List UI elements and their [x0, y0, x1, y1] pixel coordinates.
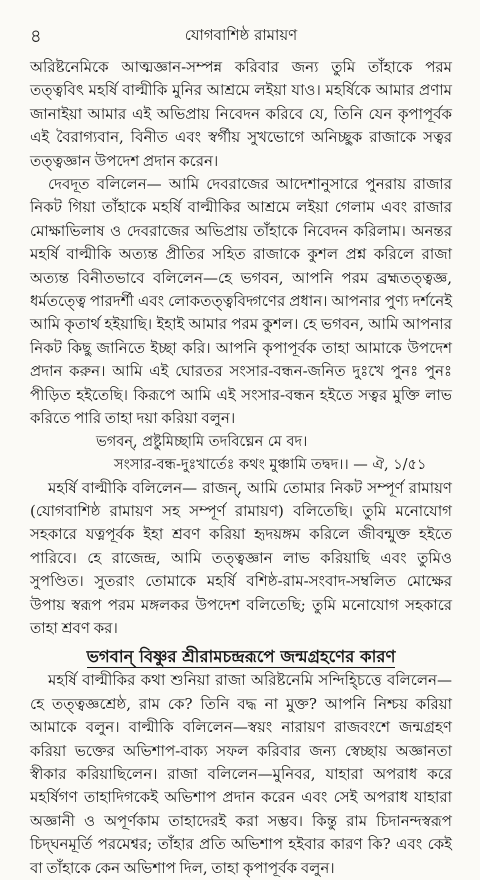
section-heading-text: ভগবান্ বিষ্ণুর শ্রীরামচন্দ্ররূপে জন্মগ্রহণের কারণ: [86, 647, 396, 667]
running-title: যোগবাশিষ্ঠ রামায়ণ: [184, 26, 298, 44]
page-header: [30, 22, 452, 50]
sanskrit-verse: [30, 431, 452, 477]
paragraph-1: অরিষ্টনেমিকে আত্মজ্ঞান-সম্পন্ন করিবার জন্য তুমি তাঁহাকে পরম তত্ত্ববিৎ মহর্ষি বাল্মীকি মুনির আশ্রমে লইয়া যাও। মহর্ষিকে আমার প্রণাম জানাইয়া আমার এই অভিপ্রায় নিবেদন করিবে যে, তিনি যেন কৃপাপূর্বক এই বৈরাগ্যবান, বিনীত এবং স্বর্গীয় সুখভোগে অনিচ্ছুক রাজাকে সত্বর তত্ত্বজ্ঞান উপদেশ প্রদান করেন।: [30, 58, 452, 170]
page-number: ৪: [30, 26, 42, 47]
section-heading: [30, 644, 452, 669]
paragraph-2: দেবদূত বলিলেন— আমি দেবরাজের আদেশানুসারে পুনরায় রাজার নিকট গিয়া তাঁহাকে মহর্ষি বাল্মীকির আশ্রমে লইয়া গেলাম এবং রাজার মোক্ষাভিলাষ ও দেবরাজের অভিপ্রায় তাঁহাকে নিবেদন করিলাম। অনন্তর মহর্ষি বাল্মীকি অত্যন্ত প্রীতির সহিত রাজাকে কুশল প্রশ্ন করিলে রাজা অত্যন্ত বিনীতভাবে বলিলেন—হে ভগবন, আপনি পরম ব্রহ্মতত্ত্বজ্ঞ, ধর্মতত্ত্বে পারদর্শী এবং লোকতত্ত্ববিদ্গণের প্রধান। আপনার পুণ্য দর্শনেই আমি কৃতার্থ হইয়াছি। ইহাই আমার পরম কুশল। হে ভগবন, আমি আপনার নিকট কিছু জানিতে ইচ্ছা করি। আপনি কৃপাপূর্বক তাহা আমাকে উপদেশ প্রদান করুন। আমি এই ঘোরতর সংসার-বন্ধন-জনিত দুঃখে পুনঃ পুনঃ পীড়িত হইতেছি। কিরূপে আমি এই সংসার-বন্ধন হইতে সত্বর মুক্তি লাভ করিতে পারি তাহা দয়া করিয়া বলুন।: [30, 175, 452, 428]
verse-line-1: ভগবন্, প্রষ্টুমিচ্ছামি তদবিঘ্নেন মে বদ।: [96, 433, 308, 450]
paragraph-3: মহর্ষি বাল্মীকি বলিলেন— রাজন্, আমি তোমার নিকট সম্পূর্ণ রামায়ণ (যোগবাশিষ্ঠ রামায়ণ সহ সম্পূর্ণ রামায়ণ) বলিতেছি। তুমি মনোযোগ সহকারে যত্নপূর্বক ইহা শ্রবণ করিয়া হৃদয়ঙ্গম করিলে জীবন্মুক্ত হইতে পারিবে। হে রাজেন্দ্র, আমি তত্ত্বজ্ঞান লাভ করিয়াছি এবং তুমিও সুপণ্ডিত। সুতরাং তোমাকে মহর্ষি বশিষ্ঠ-রাম-সংবাদ-সম্বলিত মোক্ষের উপায় স্বরূপ পরম মঙ্গলকর উপদেশ বলিতেছি; তুমি মনোযোগ সহকারে তাহা শ্রবণ কর।: [30, 478, 452, 637]
verse-line-2: সংসার-বন্ধ-দুঃখার্তেঃ কথং মুঞ্চামি তদ্বদ।। — ঐ, ১/৫১: [114, 456, 427, 473]
paragraph-4: মহর্ষি বাল্মীকির কথা শুনিয়া রাজা অরিষ্টনেমি সন্দিহ্চিত্তে বলিলেন— হে তত্ত্বজ্ঞশ্রেষ্ঠ, রাম কে? তিনি বদ্ধ না মুক্ত? আপনি নিশ্চয় করিয়া আমাকে বলুন। বাল্মীকি বলিলেন—স্বয়ং নারায়ণ রাজবংশে জন্মগ্রহণ করিয়া ভক্তের অভিশাপ-বাক্য সফল করিবার জন্য স্বেচ্ছায় অজ্ঞানতা স্বীকার করিয়াছিলেন। রাজা বলিলেন—মুনিবর, যাহারা অপরাধ করে মহর্ষিগণ তাহাদিগকেই অভিশাপ প্রদান করেন এবং সেই অপরাধ যাহারা অজ্ঞানী ও অপূর্ণকাম তাহাদেরই করা সম্ভব। কিন্তু রাম চিদানন্দস্বরূপ চিদ্‌ঘনমূর্তি পরমেশ্বর; তাঁহার প্রতি অভিশাপ হইবার কারণ কি? এবং কেই বা তাঁহাকে কেন অভিশাপ দিল, তাহা কৃপাপূর্বক বলুন।: [30, 671, 452, 877]
